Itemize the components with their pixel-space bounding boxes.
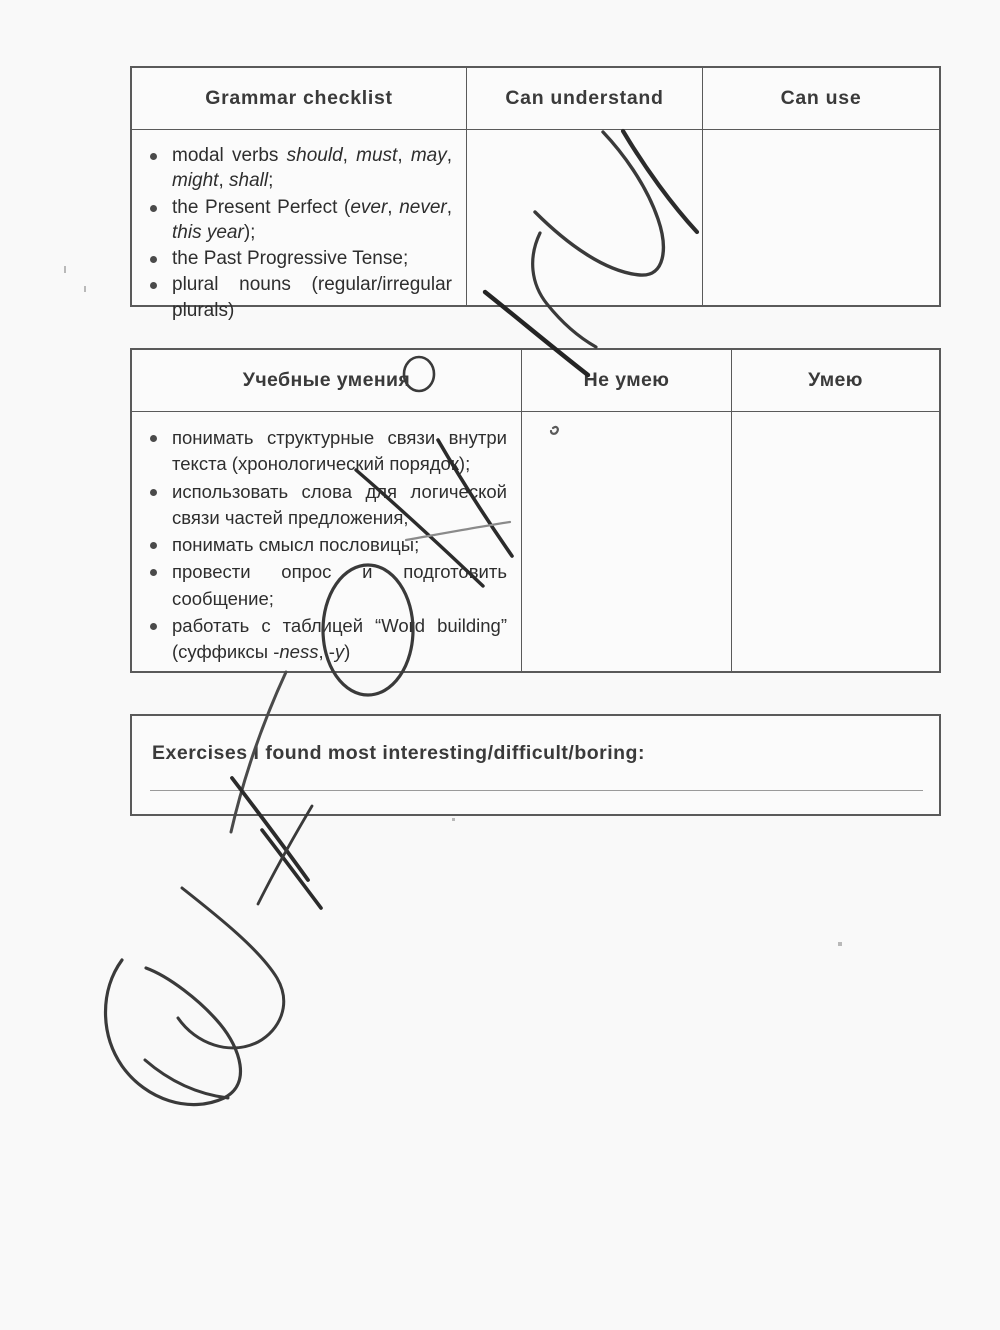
sweep-curve-lower (178, 888, 284, 1048)
can-use-answer-cell[interactable] (703, 130, 939, 305)
grammar-table-body-row (132, 130, 939, 321)
stroke-below-box-c (262, 830, 321, 908)
list-item: the Present Perfect (ever, never, this year); (146, 195, 452, 246)
can-understand-answer-cell[interactable] (467, 130, 703, 305)
list-item: понимать смысл пословицы; (146, 532, 507, 558)
list-item: понимать структурные связи внутри текста (хронологический порядок); (146, 425, 507, 478)
scan-speck (838, 942, 842, 946)
scan-speck (84, 286, 86, 292)
grammar-items-cell (132, 130, 467, 321)
grammar-header-can-use: Can use (780, 87, 862, 109)
grammar-table-header-row (132, 68, 939, 130)
scan-speck (452, 818, 455, 821)
scan-speck (64, 266, 66, 273)
skills-header-ne-umeyu: Не умею (522, 350, 732, 411)
umeyu-answer-cell[interactable] (732, 412, 939, 671)
grammar-checklist-table (130, 66, 941, 321)
large-loop-tail (145, 1060, 228, 1098)
list-item: plural nouns (regular/irregular plurals) (146, 272, 452, 323)
learning-skills-table (130, 348, 941, 673)
skills-header-uchebnye-umeniya: Учебные умения (132, 350, 522, 411)
list-item: провести опрос и подготовить сообщение; (146, 559, 507, 612)
list-item: использовать слова для логической связи частей предложения; (146, 479, 507, 532)
exercises-response-box (130, 714, 941, 816)
list-item: работать с таблицей “Word building” (суффиксы -ness, -y) (146, 613, 507, 666)
exercises-prompt-label: Exercises I found most interesting/difficult/boring: (152, 742, 645, 764)
exercises-writing-line[interactable] (150, 790, 923, 791)
large-loop-bottom (106, 960, 241, 1105)
skills-table-body-row (132, 412, 939, 671)
skills-table-header-row (132, 350, 939, 412)
grammar-header-checklist: Grammar checklist (132, 68, 467, 129)
list-item: modal verbs should, must, may, might, shall; (146, 143, 452, 194)
list-item: the Past Progressive Tense; (146, 246, 452, 271)
grammar-header-can-understand: Can understand (467, 68, 703, 129)
ne-umeyu-answer-cell[interactable] (522, 412, 732, 671)
skills-header-umeyu: Умею (808, 369, 863, 391)
stroke-below-box-d (258, 806, 312, 904)
skills-items-cell (132, 412, 522, 671)
